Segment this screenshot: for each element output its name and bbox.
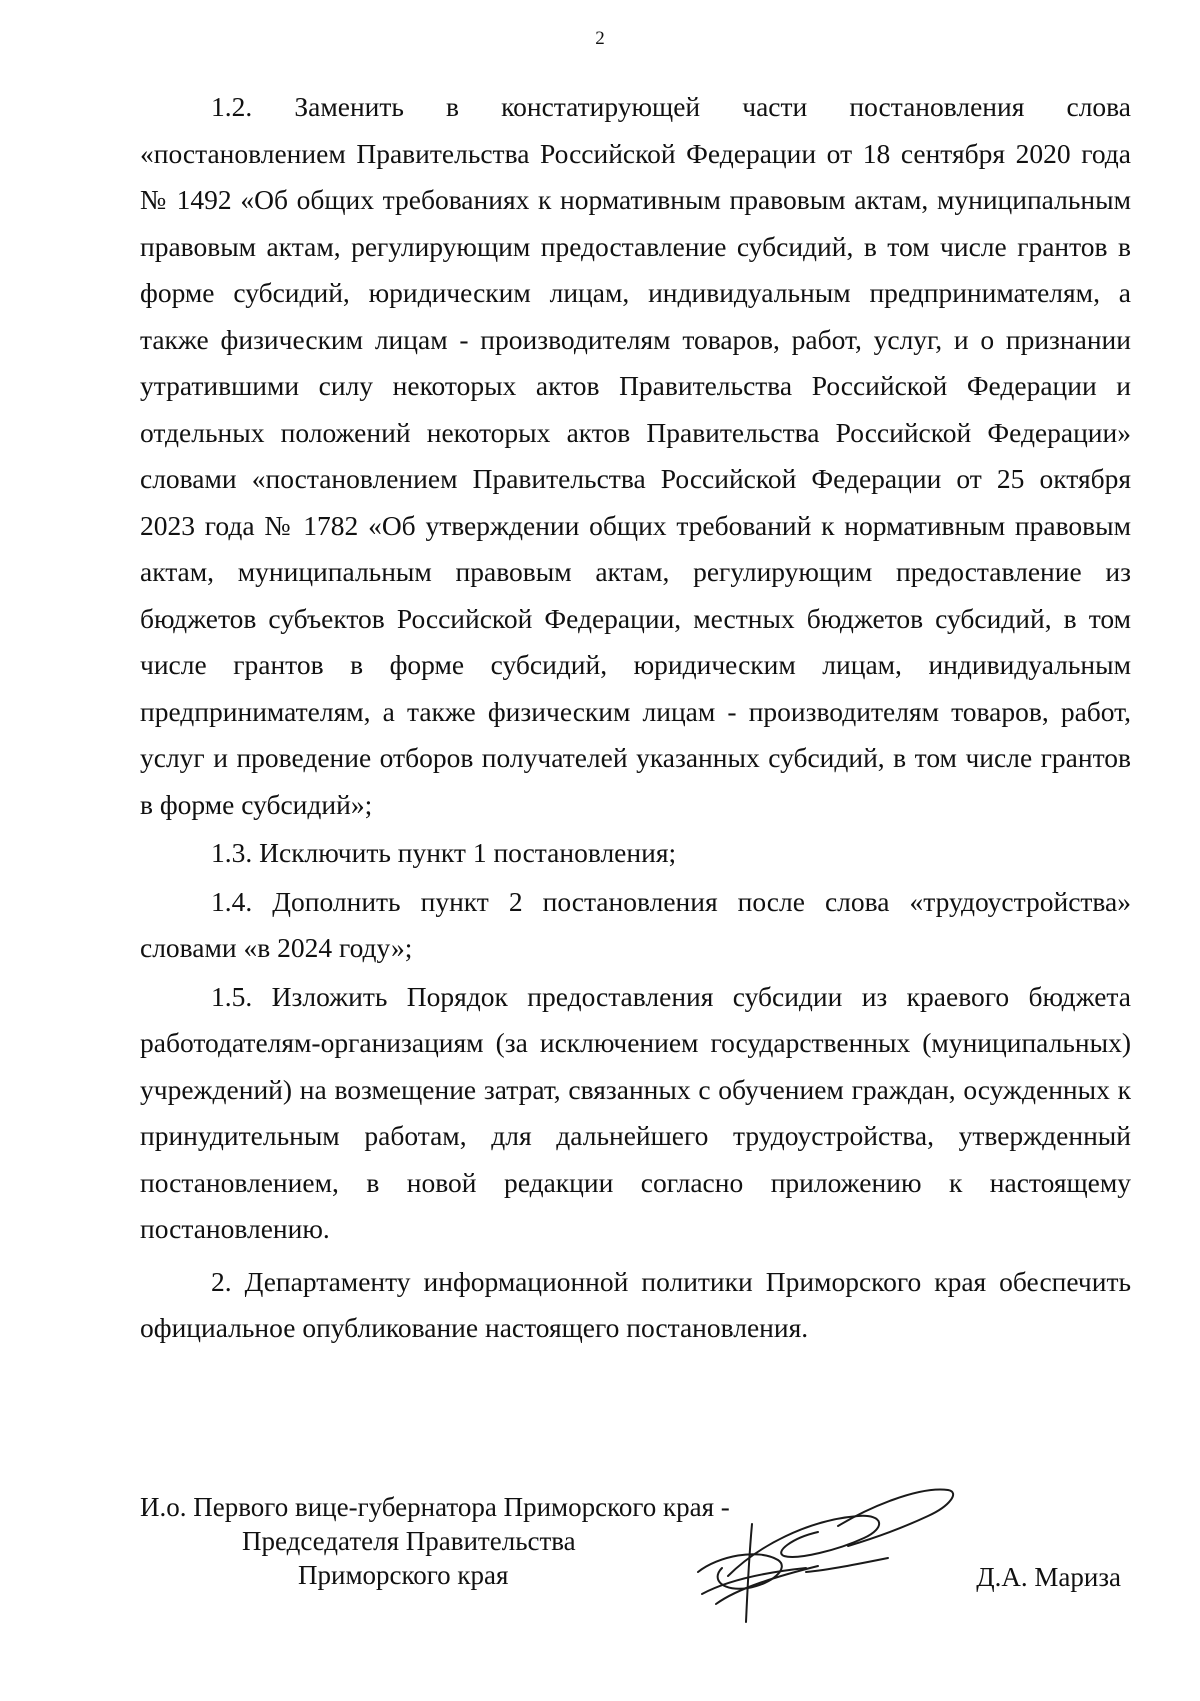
paragraph-1-3: 1.3. Исключить пункт 1 постановления;	[211, 837, 677, 868]
paragraph-1-4: 1.4. Дополнить пункт 2 постановления после слова «трудоустройства» словами «в 2024 году»;	[140, 885, 1131, 963]
signatory-title-line-1: И.о. Первого вице-губернатора Приморского края -	[140, 1492, 730, 1522]
signatory-title-line-3: Приморского края	[298, 1560, 509, 1590]
handwritten-signature	[688, 1476, 958, 1626]
signatory-title-line-2: Председателя Правительства	[242, 1526, 576, 1556]
paragraph-1-5: 1.5. Изложить Порядок предоставления субсидии из краевого бюджета работодателям-организациям (за исключением государственных (муниципальных) учреждений) на возмещение затрат, связанных с обучением граждан, осужденных к принудительным работам, для дальнейшего трудоустройства, утвержденный постановлением, в новой редакции согласно приложению к настоящему постановлению.	[140, 980, 1131, 1244]
document-body	[140, 84, 1131, 1352]
paragraph-2: 2. Департаменту информационной политики Приморского края обеспечить официальное опубликование настоящего постановления.	[140, 1265, 1131, 1343]
signature-block	[140, 1490, 1131, 1630]
signatory-name: Д.А. Мариза	[976, 1562, 1121, 1592]
page-number: 2	[595, 28, 605, 49]
paragraph-1-2: 1.2. Заменить в констатирующей части постановления слова «постановлением Правительства Российской Федерации от 18 сентября 2020 года № 1492 «Об общих требованиях к нормативным правовым актам, муниципальным правовым актам, регулирующим предоставление субсидий, в том числе грантов в форме субсидий, юридическим лицам, индивидуальным предпринимателям, а также физическим лицам - производителям товаров, работ, услуг, и о признании утратившими силу некоторых актов Правительства Российской Федерации и отдельных положений некоторых актов Правительства Российской Федерации» словами «постановлением Правительства Российской Федерации от 25 октября 2023 года № 1782 «Об утверждении общих требований к нормативным правовым актам, муниципальным правовым актам, регулирующим предоставление из бюджетов субъектов Российской Федерации, местных бюджетов субсидий, в том числе грантов в форме субсидий, юридическим лицам, индивидуальным предпринимателям, а также физическим лицам - производителям товаров, работ, услуг и проведение отборов получателей указанных субсидий, в том числе грантов в форме субсидий»;	[140, 91, 1131, 820]
